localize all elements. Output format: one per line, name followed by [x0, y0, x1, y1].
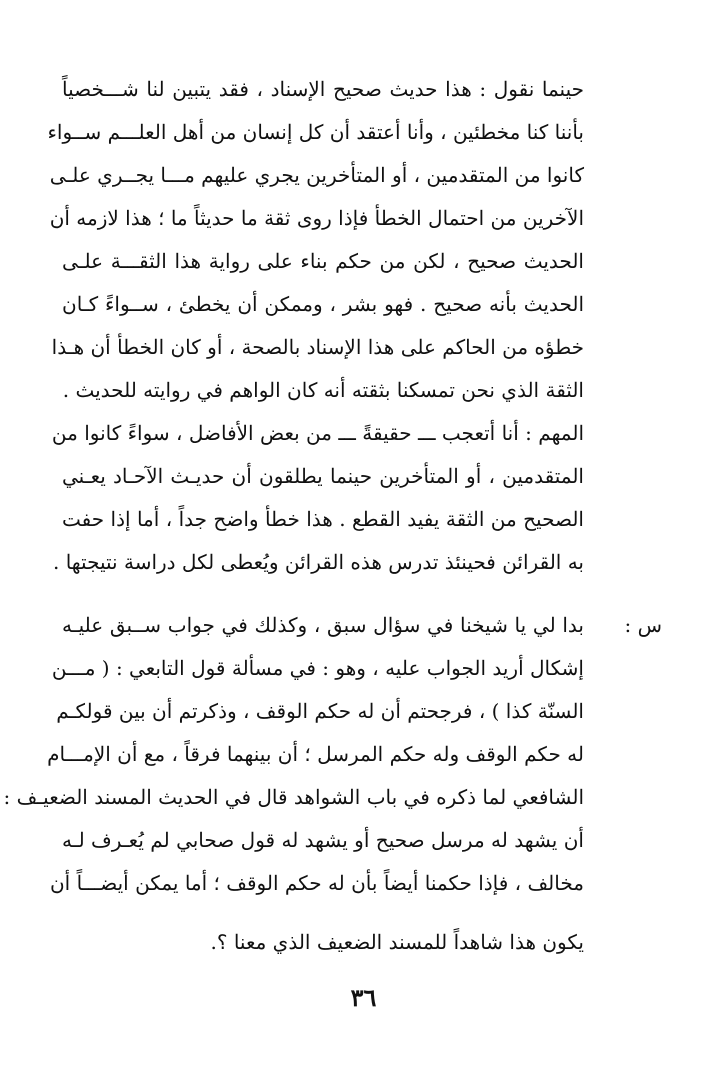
page-number: ٣٦: [350, 983, 377, 1012]
text-line: خطؤه من الحاكم على هذا الإسناد بالصحة ، أو كان الخطأ أن هـذا: [51, 335, 584, 359]
text-line: به القرائن فحينئذ تدرس هذه القرائن ويُعطى لكل دراسة نتيجتها .: [53, 550, 584, 574]
text-line: كانوا من المتقدمين ، أو المتأخرين يجري عليهم مـــا يجــري علـى: [49, 163, 584, 187]
question-line: مخالف ، فإذا حكمنا أيضاً بأن له حكم الوقف ؛ أما يمكن أيضـــاً أن: [49, 871, 584, 895]
question-line: السنّة كذا ) ، فرجحتم أن له حكم الوقف ، وذكرتم أن بين قولكـم: [56, 699, 584, 723]
text-line: الآخرين من احتمال الخطأ فإذا روى ثقة ما حديثاً ما ؛ هذا لازمه أن: [49, 206, 584, 230]
question-line: له حكم الوقف وله حكم المرسل ؛ أن بينهما فرقاً ، مع أن الإمـــام: [47, 742, 584, 766]
text-line: المهم : أنا أتعجب ـــ حقيقةً ـــ من بعض الأفاضل ، سواءً كانوا من: [51, 421, 584, 445]
text-line: بأننا كنا مخطئين ، وأنا أعتقد أن كل إنسان من أهل العلـــم ســواء: [47, 120, 584, 144]
text-line: الثقة الذي نحن تمسكنا بثقته أنه كان الواهم في روايته للحديث .: [62, 378, 584, 402]
question-line: يكون هذا شاهداً للمسند الضعيف الذي معنا ؟.: [210, 930, 584, 954]
text-line: حينما نقول : هذا حديث صحيح الإسناد ، فقد يتبين لنا شـــخصياً: [62, 77, 584, 101]
question-line: أن يشهد له مرسل صحيح أو يشهد له قول صحابي لم يُعـرف لـه: [62, 828, 584, 852]
question-line: بدا لي يا شيخنا في سؤال سبق ، وكذلك في جواب ســبق عليـه: [62, 613, 584, 637]
question-line: إشكال أريد الجواب عليه ، وهو : في مسألة قول التابعي : ( مـــن: [51, 656, 584, 680]
question-marker: س :: [624, 613, 662, 637]
text-line: الحديث صحيح ، لكن من حكم بناء على رواية هذا الثقـــة علـى: [62, 249, 584, 273]
text-line: المتقدمين ، أو المتأخرين حينما يطلقون أن حديـث الآحـاد يعـني: [62, 464, 584, 488]
text-line: الحديث بأنه صحيح . فهو بشر ، وممكن أن يخطئ ، ســواءً كـان: [62, 292, 584, 316]
text-line: الصحيح من الثقة يفيد القطع . هذا خطأ واضح جداً ، أما إذا حفت: [62, 507, 584, 531]
question-line: الشافعي لما ذكره في باب الشواهد قال في الحديث المسند الضعيـف :: [3, 785, 584, 809]
